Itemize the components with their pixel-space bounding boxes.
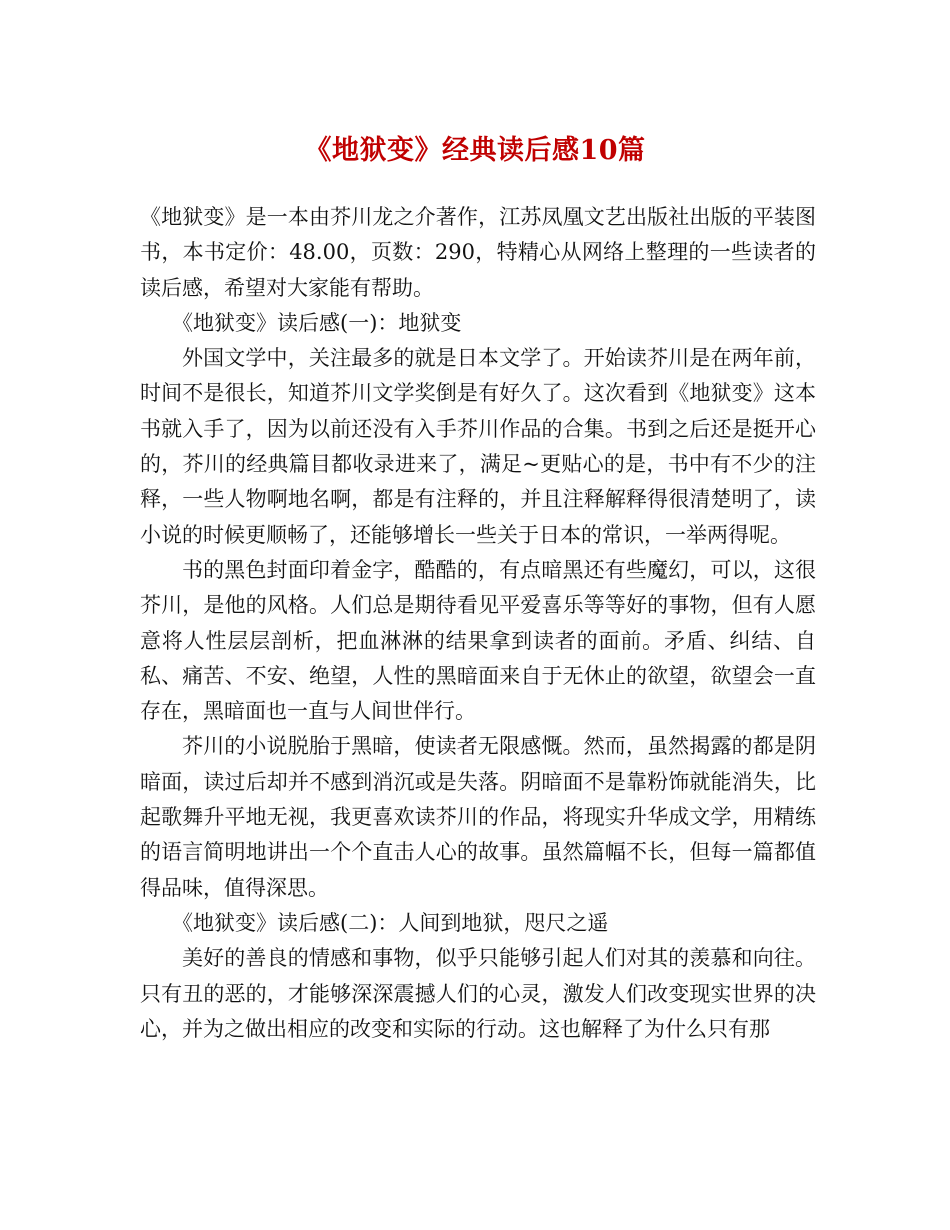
paragraph-body: 美好的善良的情感和事物，似乎只能够引起人们对其的羡慕和向往。只有丑的恶的，才能够深深震撼人们的心灵，激发人们改变现实世界的决心，并为之做出相应的改变和实际的行动。这也解释了为什么只有那 — [140, 946, 816, 1041]
section-heading-1: 《地狱变》读后感(一)：地狱变 — [172, 310, 462, 335]
paragraph-body: 芥川的小说脱胎于黑暗，使读者无限感慨。然而，虽然揭露的都是阴暗面，读过后却并不感到消沉或是失落。阴暗面不是靠粉饰就能消失，比起歌舞升平地无视，我更喜欢读芥川的作品，将现实升华成文学，用精练的语言简明地讲出一个个直击人心的故事。虽然篇幅不长，但每一篇都值得品味，值得深思。 — [140, 734, 816, 900]
section-heading-2: 《地狱变》读后感(二)：人间到地狱，咫尺之遥 — [172, 910, 609, 935]
paragraph-intro: 《地狱变》是一本由芥川龙之介著作，江苏凤凰文艺出版社出版的平装图书，本书定价：48.00，页数：290，特精心从网络上整理的一些读者的读后感，希望对大家能有帮助。 — [140, 205, 816, 300]
paragraph-body: 外国文学中，关注最多的就是日本文学了。开始读芥川是在两年前，时间不是很长，知道芥川文学奖倒是有好久了。这次看到《地狱变》这本书就入手了，因为以前还没有入手芥川作品的合集。书到之后还是挺开心的，芥川的经典篇目都收录进来了，满足~更贴心的是，书中有不少的注释，一些人物啊地名啊，都是有注释的，并且注释解释得很清楚明了，读小说的时候更顺畅了，还能够增长一些关于日本的常识，一举两得呢。 — [140, 346, 816, 547]
document-title: 《地狱变》经典读后感10篇 — [304, 135, 646, 166]
paragraph-body: 书的黑色封面印着金字，酷酷的，有点暗黑还有些魔幻，可以，这很芥川，是他的风格。人们总是期待看见平爱喜乐等等好的事物，但有人愿意将人性层层剖析，把血淋淋的结果拿到读者的面前。矛盾、纠结、自私、痛苦、不安、绝望，人性的黑暗面来自于无休止的欲望，欲望会一直存在，黑暗面也一直与人间世伴行。 — [140, 557, 816, 724]
document-body — [140, 200, 816, 1047]
